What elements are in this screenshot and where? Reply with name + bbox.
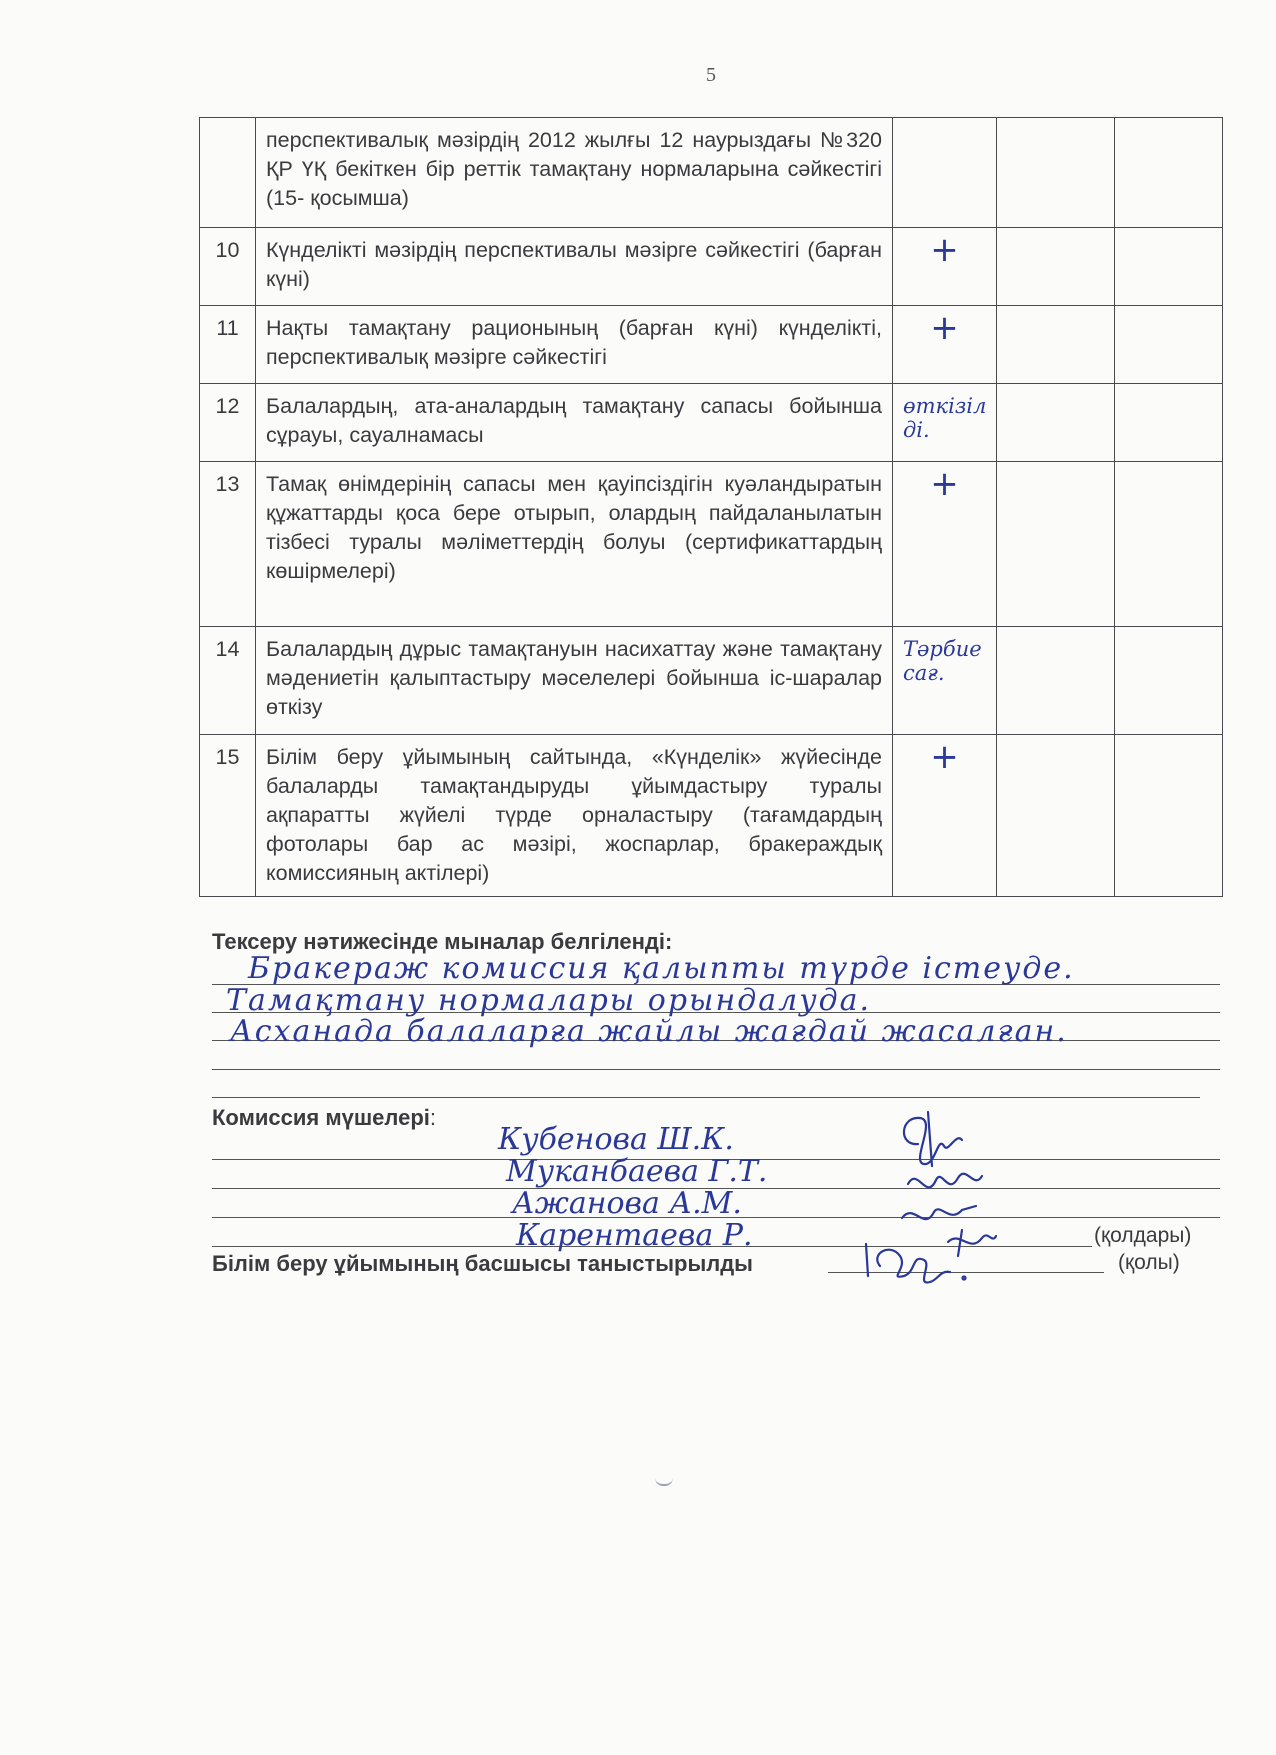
empty-cell [997, 384, 1115, 462]
member-name: Муканбаева Г.Т. [506, 1154, 768, 1189]
table-row [200, 384, 1223, 462]
row-number: 13 [200, 462, 256, 627]
row-mark [893, 118, 997, 228]
page-number: 5 [706, 64, 716, 86]
member-name: Ажанова А.М. [512, 1186, 742, 1221]
empty-cell [997, 462, 1115, 627]
head-signature-image [860, 1236, 980, 1292]
table-row [200, 462, 1223, 627]
finding-line: Тамақтану нормалары орындалуда. [226, 983, 872, 1018]
row-criterion: перспективалық мәзірдің 2012 жылғы 12 наурыздағы №320 ҚР ҮҚ бекіткен бір реттік тамақтану нормаларына сәйкестігі (15- қосымша) [256, 118, 893, 228]
commission-label-text: Комиссия мүшелері [212, 1105, 430, 1130]
signatures-caption: (қолдары) [1094, 1224, 1192, 1247]
handwritten-note: өткізіл ді. [893, 384, 997, 462]
row-number [200, 118, 256, 228]
table-row [200, 735, 1223, 897]
finding-line: Бракераж комиссия қалыпты түрде істеуде. [248, 951, 1075, 986]
empty-cell [1115, 118, 1223, 228]
empty-cell [1115, 228, 1223, 306]
member-name: Кубенова Ш.К. [498, 1122, 734, 1157]
table-row [200, 118, 1223, 228]
commission-label-colon: : [429, 1105, 436, 1130]
empty-cell [997, 118, 1115, 228]
head-acknowledgement-label: Білім беру ұйымының басшысы таныстырылды [212, 1251, 753, 1276]
empty-cell [1115, 462, 1223, 627]
row-criterion: Балалардың дұрыс тамақтануын насихаттау және тамақтану мәдениетін қалыптастыру мәселелері бойынша іс-шаралар өткізу [256, 627, 893, 735]
check-mark: + [893, 735, 997, 897]
scan-mark [655, 1478, 673, 1486]
empty-cell [997, 306, 1115, 384]
row-criterion: Балалардың, ата-аналардың тамақтану сапасы бойынша сұрауы, сауалнамасы [256, 384, 893, 462]
rule-line [212, 1069, 1220, 1070]
row-number: 11 [200, 306, 256, 384]
check-mark: + [893, 228, 997, 306]
row-number: 14 [200, 627, 256, 735]
commission-label [212, 1105, 436, 1131]
table-row [200, 306, 1223, 384]
check-mark: + [893, 306, 997, 384]
row-number: 12 [200, 384, 256, 462]
row-criterion: Тамақ өнімдерінің сапасы мен қауіпсіздігін куәландыратын құжаттарды қоса бере отырып, олардың пайдаланылатын тізбесі туралы мәліметтердің болуы (сертификаттардың көшірмелері) [256, 462, 893, 627]
finding-line: Асханада балаларға жайлы жағдай жасалған. [230, 1014, 1068, 1049]
row-number: 15 [200, 735, 256, 897]
member-name: Карентаева Р. [516, 1218, 753, 1253]
head-signature-caption: (қолы) [1118, 1251, 1180, 1274]
empty-cell [997, 735, 1115, 897]
check-mark: + [893, 462, 997, 627]
row-criterion: Нақты тамақтану рационының (барған күні) күнделікті, перспективалық мәзірге сәйкестігі [256, 306, 893, 384]
table-row [200, 228, 1223, 306]
handwritten-note: Тәрбие сағ. [893, 627, 997, 735]
row-number: 10 [200, 228, 256, 306]
empty-cell [997, 228, 1115, 306]
empty-cell [997, 627, 1115, 735]
findings-heading: Тексеру нәтижесінде мыналар белгіленді: [212, 929, 673, 954]
empty-cell [1115, 627, 1223, 735]
table-row [200, 627, 1223, 735]
checklist-table [199, 117, 1223, 897]
empty-cell [1115, 735, 1223, 897]
rule-line [212, 1097, 1200, 1098]
empty-cell [1115, 306, 1223, 384]
row-criterion: Білім беру ұйымының сайтында, «Күнделік» жүйесінде балаларды тамақтандыруды ұйымдастыру туралы ақпаратты жүйелі түрде орналастыру (тағамдардың фотолары бар ас мәзірі, жоспарлар, бракераждық комиссияның актілері) [256, 735, 893, 897]
row-criterion: Күнделікті мәзірдің перспективалы мәзірге сәйкестігі (барған күні) [256, 228, 893, 306]
empty-cell [1115, 384, 1223, 462]
